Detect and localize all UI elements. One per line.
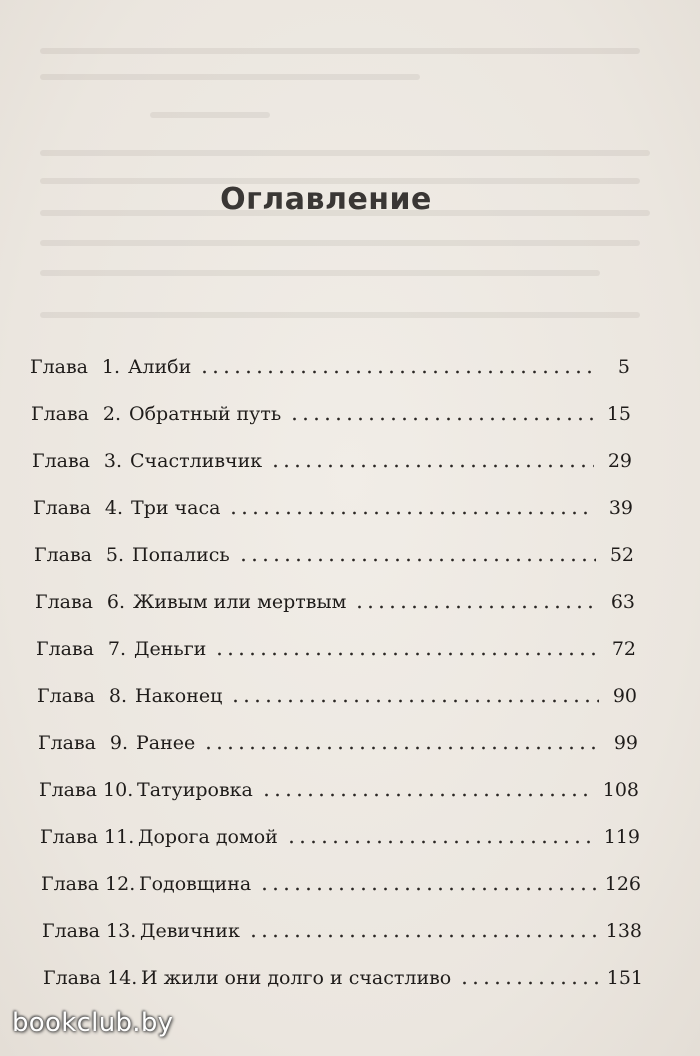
chapter-label: Глава [35, 591, 94, 613]
dot-leader [228, 511, 595, 515]
toc-entry [32, 446, 632, 476]
chapter-label: Глава [33, 497, 92, 519]
chapter-title: Деньги [134, 638, 207, 660]
toc-entry [31, 399, 631, 429]
chapter-label: Глава [36, 638, 95, 660]
dot-leader [261, 793, 595, 797]
toc-entry [30, 352, 630, 382]
chapter-label: Глава [30, 356, 89, 378]
page-number: 108 [602, 779, 639, 801]
toc-entry [33, 493, 633, 523]
chapter-number: 8. [108, 685, 128, 707]
page-number: 72 [611, 638, 636, 660]
chapter-label: Глава [42, 920, 101, 942]
dot-leader [230, 699, 599, 703]
dot-leader [259, 887, 597, 891]
show-through-text [40, 312, 640, 318]
page-number: 126 [604, 873, 641, 895]
chapter-number: 12. [105, 873, 136, 895]
chapter-label: Глава [31, 403, 90, 425]
toc-entry [36, 634, 636, 664]
chapter-label: Глава [37, 685, 96, 707]
chapter-title: Ранее [136, 732, 196, 754]
page-number: 90 [612, 685, 637, 707]
chapter-title: И жили они долго и счастливо [141, 967, 452, 989]
chapter-number: 5. [105, 544, 125, 566]
chapter-number: 7. [107, 638, 127, 660]
chapter-number: 11. [104, 826, 135, 848]
page-number: 119 [603, 826, 640, 848]
chapter-label: Глава [38, 732, 97, 754]
show-through-text [150, 112, 270, 118]
watermark: bookclub.by [12, 1008, 174, 1038]
dot-leader [199, 370, 592, 374]
page-number: 99 [613, 732, 638, 754]
chapter-label: Глава [32, 450, 91, 472]
toc-entry [39, 775, 639, 805]
show-through-text [40, 150, 650, 156]
show-through-text [40, 270, 600, 276]
chapter-number: 2. [102, 403, 122, 425]
dot-leader [214, 652, 598, 656]
toc-entry [43, 963, 643, 993]
chapter-number: 4. [104, 497, 124, 519]
dot-leader [248, 934, 598, 938]
chapter-label: Глава [40, 826, 99, 848]
chapter-number: 14. [107, 967, 138, 989]
show-through-text [40, 240, 640, 246]
toc-entry [37, 681, 637, 711]
chapter-title: Три часа [131, 497, 221, 519]
toc-entry [35, 587, 635, 617]
dot-leader [238, 558, 596, 562]
chapter-title: Девичник [140, 920, 240, 942]
show-through-text [40, 74, 420, 80]
dot-leader [286, 840, 596, 844]
page-number: 151 [606, 967, 643, 989]
page-number: 29 [607, 450, 632, 472]
page-number: 15 [606, 403, 631, 425]
chapter-title: Годовщина [139, 873, 252, 895]
dot-leader [354, 605, 597, 609]
page-number: 138 [605, 920, 642, 942]
dot-leader [270, 464, 594, 468]
toc-entry [40, 822, 640, 852]
chapter-number: 10. [103, 779, 134, 801]
chapter-title: Дорога домой [138, 826, 278, 848]
chapter-title: Попались [132, 544, 230, 566]
chapter-title: Счастливчик [130, 450, 263, 472]
dot-leader [459, 981, 598, 985]
chapter-title: Алиби [128, 356, 192, 378]
toc-entry [34, 540, 634, 570]
chapter-number: 6. [106, 591, 126, 613]
chapter-number: 13. [106, 920, 137, 942]
dot-leader [203, 746, 600, 750]
chapter-label: Глава [41, 873, 100, 895]
chapter-number: 3. [103, 450, 123, 472]
chapter-label: Глава [43, 967, 102, 989]
toc-entry [38, 728, 638, 758]
page-title: Оглавление [220, 182, 432, 217]
chapter-number: 1. [101, 356, 121, 378]
dot-leader [289, 417, 593, 421]
page-number: 63 [610, 591, 635, 613]
chapter-label: Глава [34, 544, 93, 566]
chapter-title: Живым или мертвым [133, 591, 347, 613]
toc-entry [42, 916, 642, 946]
chapter-number: 9. [109, 732, 129, 754]
page-number: 5 [617, 356, 630, 378]
show-through-text [40, 48, 640, 54]
chapter-title: Наконец [135, 685, 223, 707]
chapter-title: Обратный путь [129, 403, 282, 425]
page-number: 52 [609, 544, 634, 566]
chapter-label: Глава [39, 779, 98, 801]
chapter-title: Татуировка [137, 779, 253, 801]
page-number: 39 [608, 497, 633, 519]
toc-entry [41, 869, 641, 899]
